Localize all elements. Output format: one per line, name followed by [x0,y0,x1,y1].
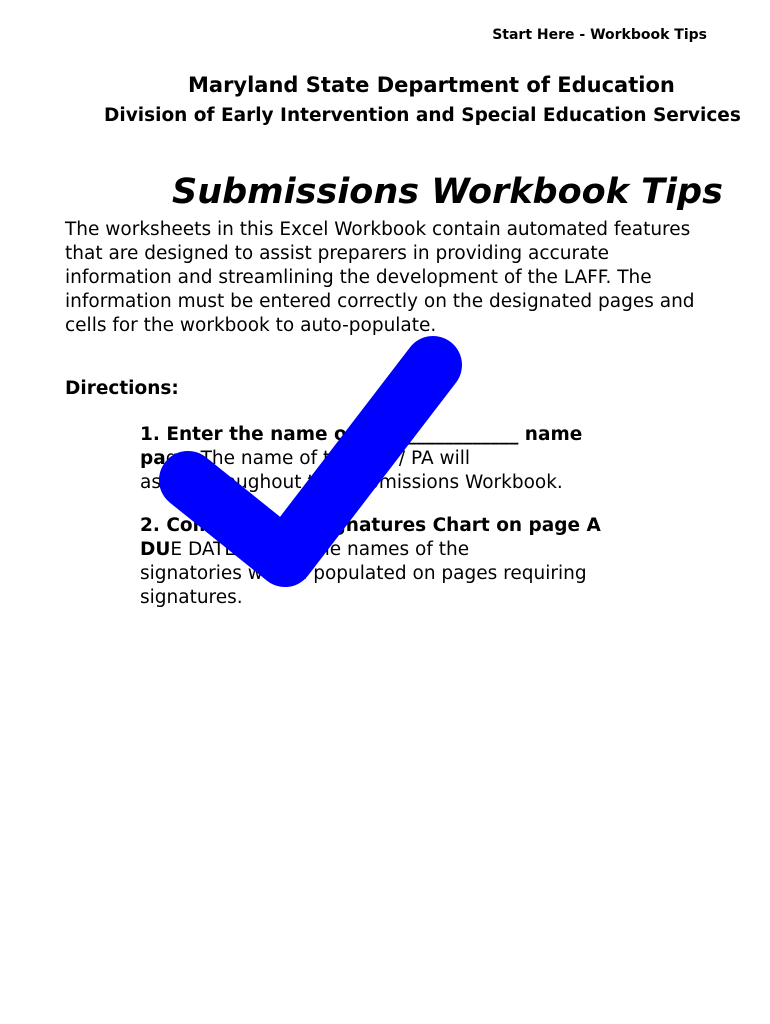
intro-line: The worksheets in this Excel Workbook contain automated features [65,219,691,240]
item1-line3: assist throughout the Submissions Workbook. [140,472,563,493]
checkmark-stroke [188,365,433,558]
directions-heading: Directions: [65,378,179,399]
intro-paragraph [65,218,695,338]
item1-number: 1. [140,424,160,445]
item1-bold-text: Enter the name on the ____________ name [159,424,583,445]
sheet-tab-label: Start Here - Workbook Tips [492,27,707,43]
intro-line: cells for the workbook to auto-populate. [65,315,437,336]
intro-line: information must be entered correctly on the designated pages and [65,291,695,312]
department-title: Maryland State Department of Education [188,73,675,97]
item2-bold-lead: DU [140,539,171,560]
item2-line4: signatures. [140,587,243,608]
division-title: Division of Early Intervention and Special Education Services [104,105,741,126]
item1-text: ge. The name of the LSS / PA will [165,448,471,469]
item2-text: E DATE below. The names of the [170,539,470,560]
page-title: Submissions Workbook Tips [172,172,723,212]
checkmark-icon [150,330,485,590]
item2-line1: 2. Complete the Signatures Chart on page A [140,515,601,536]
item2-line3: signatories will be populated on pages requiring [140,563,587,584]
intro-clip [0,0,695,336]
intro-line: that are designed to assist preparers in providing accurate [65,243,610,264]
item1-bold-lead: pa [140,448,166,469]
intro-line: information and streamlining the development of the LAFF. The [65,267,652,288]
